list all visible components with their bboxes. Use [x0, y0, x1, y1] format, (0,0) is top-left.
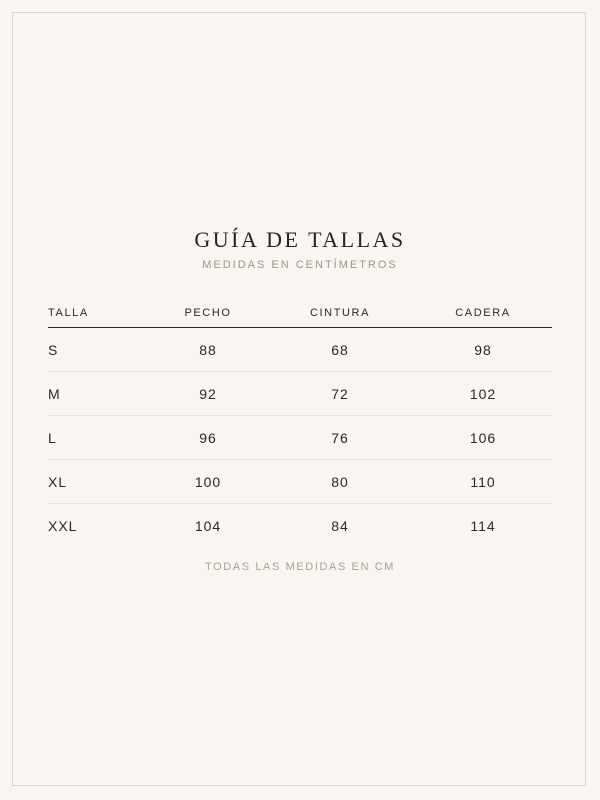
header-cadera: CADERA	[455, 306, 511, 319]
table-row	[48, 328, 552, 372]
waist-cell: 84	[331, 517, 349, 534]
waist-cell: 72	[331, 385, 349, 402]
size-cell: S	[48, 341, 59, 358]
chest-cell: 88	[199, 341, 217, 358]
hip-cell: 110	[470, 473, 496, 490]
chest-cell: 100	[194, 473, 222, 490]
size-cell: XL	[48, 473, 68, 490]
size-cell: L	[48, 429, 57, 446]
table-row	[48, 372, 552, 416]
hip-cell: 98	[474, 341, 492, 358]
waist-cell: 68	[331, 341, 349, 358]
table-row	[48, 504, 552, 547]
chest-cell: 92	[199, 385, 217, 402]
footer-note: TODAS LAS MEDIDAS EN CM	[204, 561, 395, 573]
table-row	[48, 460, 552, 504]
size-cell: XXL	[48, 517, 78, 534]
waist-cell: 76	[331, 429, 349, 446]
header-pecho: PECHO	[184, 306, 232, 319]
header-talla: TALLA	[48, 306, 89, 319]
header-cintura: CINTURA	[309, 306, 371, 319]
hip-cell: 106	[469, 429, 497, 446]
size-chart-table	[48, 296, 552, 547]
hip-cell: 102	[469, 385, 497, 402]
table-row	[48, 416, 552, 460]
size-cell: M	[48, 385, 61, 402]
hip-cell: 114	[470, 517, 496, 534]
table-header-row	[48, 296, 552, 328]
chest-cell: 104	[194, 517, 222, 534]
waist-cell: 80	[331, 473, 349, 490]
page-subtitle: MEDIDAS EN CENTÍMETROS	[202, 259, 398, 271]
chest-cell: 96	[199, 429, 217, 446]
page-title: GUÍA DE TALLAS	[194, 227, 406, 252]
